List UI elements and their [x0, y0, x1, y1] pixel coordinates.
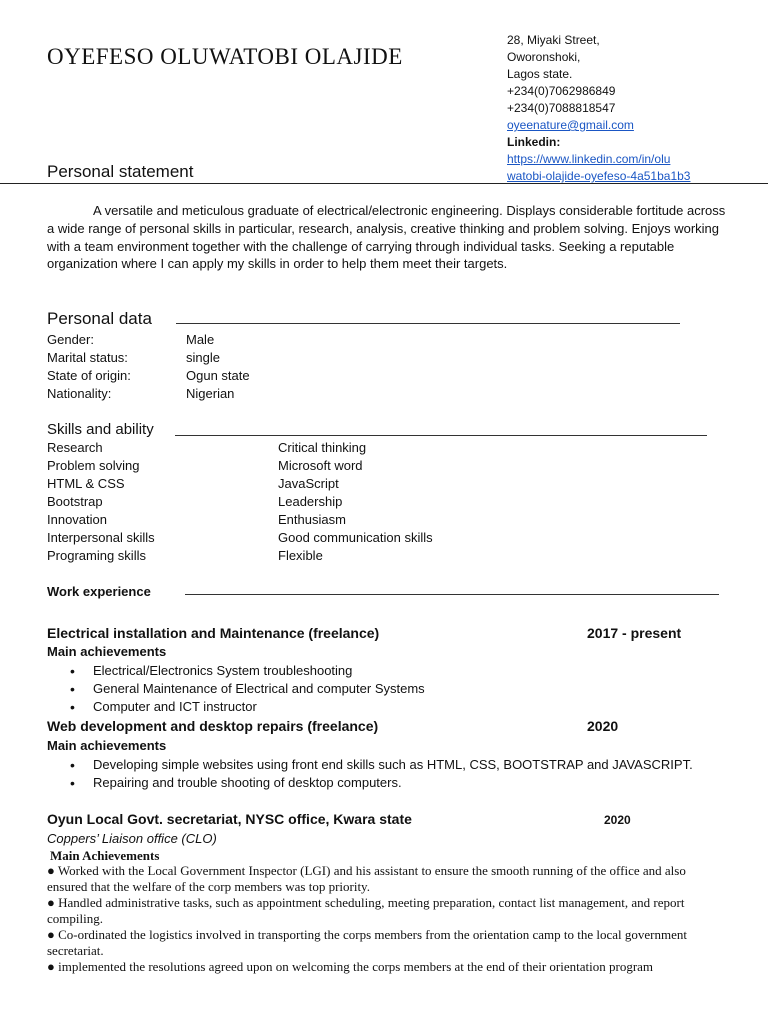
oyun-achievements-list	[47, 863, 727, 975]
skills-row	[47, 475, 547, 493]
contact-block	[507, 32, 757, 185]
skill-item: Enthusiasm	[278, 512, 346, 527]
achievements-label: Main achievements	[47, 644, 167, 659]
list-item: ● implemented the resolutions agreed upon on welcoming the corps members at the end of their orientation program	[47, 959, 654, 974]
skill-item: Critical thinking	[278, 440, 367, 455]
job-title: Electrical installation and Maintenance (freelance)	[47, 625, 380, 641]
skills-rule	[175, 435, 707, 436]
personal-statement-text	[47, 202, 727, 273]
linkedin-link-part1[interactable]: https://www.linkedin.com/in/olu	[507, 152, 671, 166]
job-role: Coppers’ Liaison office (CLO)	[47, 831, 217, 846]
list-item: • Computer and ICT instructor	[47, 698, 425, 716]
job-year: 2020	[587, 718, 619, 734]
personal-data-rule	[176, 323, 680, 324]
field-value: Nigerian	[186, 386, 235, 401]
skill-item: Microsoft word	[278, 458, 363, 473]
skill-item: Interpersonal skills	[47, 530, 155, 545]
achievements-label: Main Achievements	[50, 848, 160, 863]
skill-item: Innovation	[47, 512, 107, 527]
skill-item: Problem solving	[47, 458, 140, 473]
email-link[interactable]: oyeenature@gmail.com	[507, 118, 634, 132]
linkedin-label: Linkedin:	[507, 135, 561, 149]
job-title: Oyun Local Govt. secretariat, NYSC office, Kwara state	[47, 811, 412, 827]
job-year: 2017 - present	[587, 625, 682, 641]
field-value: Male	[186, 332, 215, 347]
skill-item: HTML & CSS	[47, 476, 125, 491]
achievements-list	[47, 756, 693, 792]
skill-item: Programing skills	[47, 548, 146, 563]
address-line-2: Oworonshoki,	[507, 50, 581, 64]
job-title: Web development and desktop repairs (freelance)	[47, 718, 379, 734]
skills-table	[47, 439, 547, 565]
personal-statement-body: A versatile and meticulous graduate of electrical/electronic engineering. Displays considerable fortitude across a wide range of personal skills in particular, research, analysis, creative thinking and problem solving. Enjoys working with a team environment together with the challenge of carrying through individual tasks. Seeking a reputable organization where I can apply my skills in order to help them meet their targets.	[47, 203, 726, 272]
skill-item: Flexible	[278, 548, 323, 563]
candidate-name: OYEFESO OLUWATOBI OLAJIDE	[47, 44, 403, 69]
personal-data-row	[47, 331, 447, 349]
skill-item: Good communication skills	[278, 530, 433, 545]
personal-data-row	[47, 385, 447, 403]
list-item: ● Handled administrative tasks, such as appointment scheduling, meeting preparation, contact list management, and report compiling.	[47, 895, 685, 926]
list-item: ● Co-ordinated the logistics involved in transporting the corps members from the orientation camp to the local government secretariat.	[47, 927, 688, 958]
skills-row	[47, 511, 547, 529]
skill-item: Research	[47, 440, 103, 455]
field-label: Nationality:	[47, 386, 112, 401]
work-experience-rule	[185, 594, 719, 595]
header-divider	[0, 183, 768, 184]
field-label: State of origin:	[47, 368, 131, 383]
skill-item: JavaScript	[278, 476, 339, 491]
linkedin-link-part2[interactable]: watobi-olajide-oyefeso-4a51ba1b3	[507, 169, 691, 183]
list-item: • Developing simple websites using front end skills such as HTML, CSS, BOOTSTRAP and JAVASCRIPT.	[47, 756, 693, 774]
field-value: Ogun state	[186, 368, 250, 383]
job-year: 2020	[604, 813, 631, 827]
address-line-3: Lagos state.	[507, 67, 573, 81]
skill-item: Bootstrap	[47, 494, 103, 509]
address-line-1: 28, Miyaki Street,	[507, 33, 600, 47]
field-value: single	[186, 350, 220, 365]
field-label: Marital status:	[47, 350, 128, 365]
list-item: • Electrical/Electronics System troubleshooting	[47, 662, 425, 680]
personal-data-row	[47, 367, 447, 385]
phone-1: +234(0)7062986849	[507, 84, 616, 98]
work-experience-heading: Work experience	[47, 584, 151, 599]
personal-data-heading: Personal data	[47, 309, 152, 328]
skills-row	[47, 457, 547, 475]
skills-row	[47, 547, 547, 565]
skill-item: Leadership	[278, 494, 343, 509]
field-label: Gender:	[47, 332, 94, 347]
skills-heading: Skills and ability	[47, 421, 154, 438]
skills-row	[47, 529, 547, 547]
list-item: ● Worked with the Local Government Inspector (LGI) and his assistant to ensure the smooth running of the office and also ensured that the welfare of the corp members was top priority.	[47, 863, 686, 894]
achievements-list	[47, 662, 425, 716]
skills-row	[47, 439, 547, 457]
skills-row	[47, 493, 547, 511]
personal-data-row	[47, 349, 447, 367]
list-item: • Repairing and trouble shooting of desktop computers.	[47, 774, 693, 792]
list-item: • General Maintenance of Electrical and computer Systems	[47, 680, 425, 698]
personal-statement-heading: Personal statement	[47, 162, 194, 181]
achievements-label: Main achievements	[47, 738, 167, 753]
phone-2: +234(0)7088818547	[507, 101, 616, 115]
personal-data-table	[47, 331, 447, 403]
